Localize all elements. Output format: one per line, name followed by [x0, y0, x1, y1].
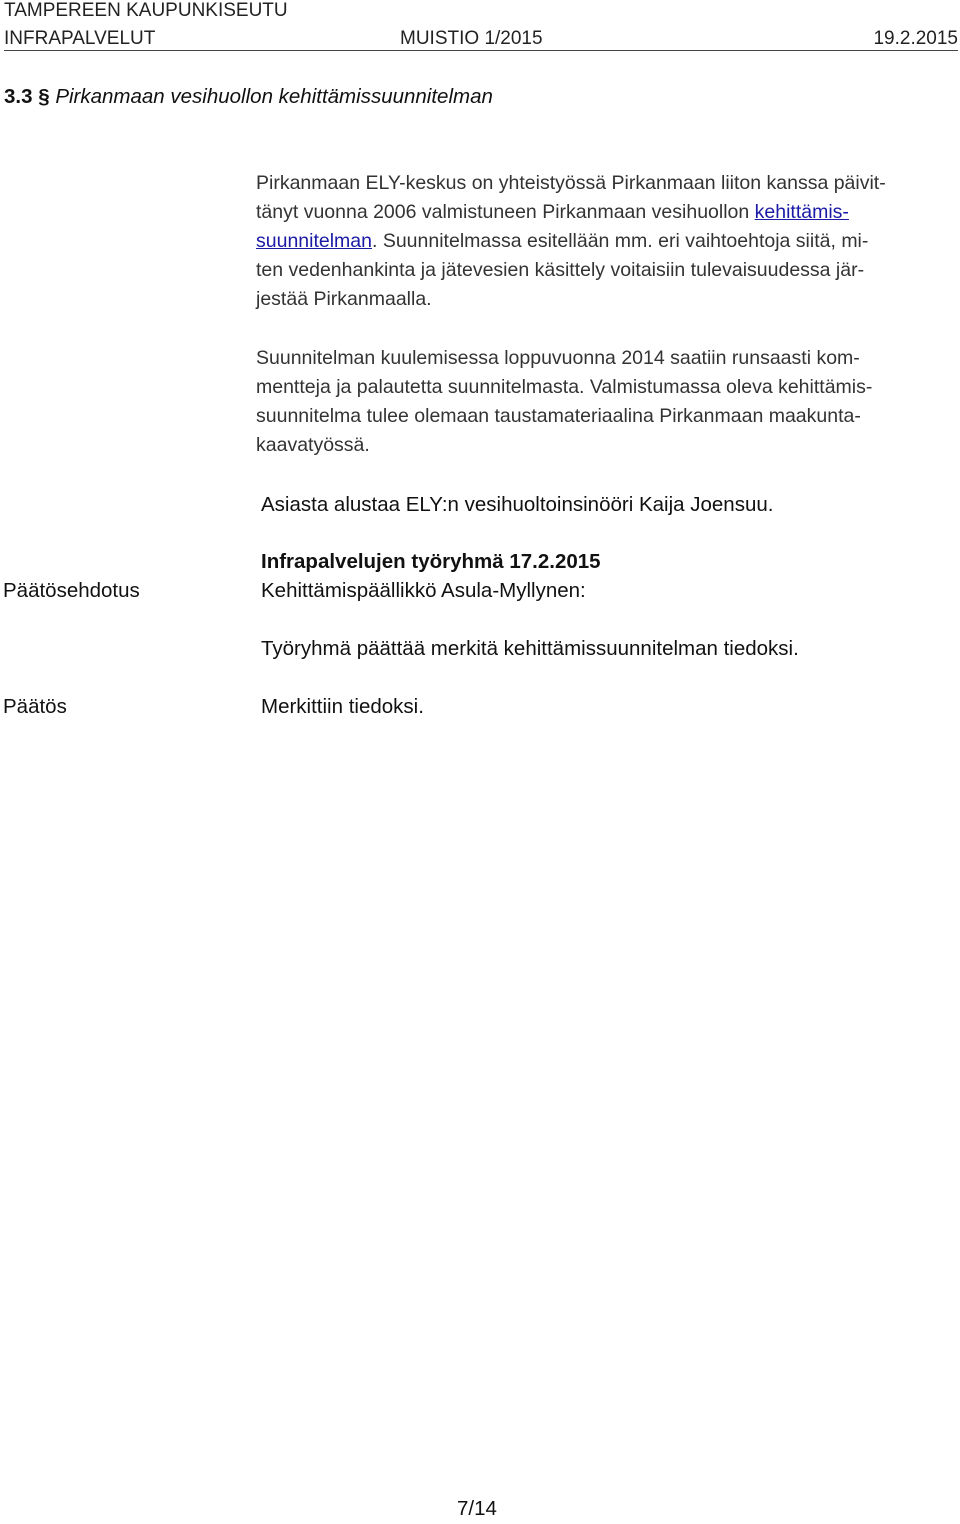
header-organization: TAMPEREEN KAUPUNKISEUTU — [4, 0, 288, 21]
paragraph-line: Suunnitelman kuulemisessa loppuvuonna 2014 saatiin runsaasti kom- — [256, 347, 860, 369]
paragraph-line: jestää Pirkanmaalla. — [256, 288, 432, 310]
presenter-note: Asiasta alustaa ELY:n vesihuoltoinsinööri Kaija Joensuu. — [261, 493, 774, 516]
proposal-text: Työryhmä päättää merkitä kehittämissuunnitelman tiedoksi. — [261, 637, 799, 660]
paragraph-line: suunnitelman. Suunnitelmassa esitellään mm. eri vaihtoehtoja siitä, mi- — [256, 230, 869, 252]
paragraph-line: tänyt vuonna 2006 valmistuneen Pirkanmaan vesihuollon kehittämis- — [256, 201, 849, 223]
proposer-line: Kehittämispäällikkö Asula-Myllynen: — [261, 579, 586, 602]
header-date: 19.2.2015 — [873, 28, 958, 49]
decision-text: Merkittiin tiedoksi. — [261, 695, 424, 718]
plan-link-continued[interactable]: suunnitelman — [256, 230, 372, 252]
plan-link[interactable]: kehittämis- — [754, 201, 849, 223]
paragraph-line: kaavatyössä. — [256, 434, 370, 456]
paragraph-consultation — [256, 344, 956, 460]
section-heading — [4, 84, 493, 110]
header-unit: INFRAPALVELUT — [4, 28, 156, 49]
paragraph-line: suunnitelma tulee olemaan taustamateriaalina Pirkanmaan maakunta- — [256, 405, 861, 427]
paragraph-line: Pirkanmaan ELY-keskus on yhteistyössä Pirkanmaan liiton kanssa päivit- — [256, 172, 886, 194]
paragraph-line: ten vedenhankinta ja jätevesien käsittely voitaisiin tulevaisuudessa jär- — [256, 259, 865, 281]
paragraph-background — [256, 169, 956, 314]
header-memo-number: MUISTIO 1/2015 — [400, 28, 543, 49]
paragraph-line: mentteja ja palautetta suunnitelmasta. Valmistumassa oleva kehittämis- — [256, 376, 873, 398]
proposal-label: Päätösehdotus — [3, 579, 140, 602]
decision-label: Päätös — [3, 695, 67, 718]
page-number: 7/14 — [457, 1497, 497, 1520]
section-title: Pirkanmaan vesihuollon kehittämissuunnitelman — [55, 85, 493, 108]
section-number: 3.3 § — [4, 85, 50, 108]
header-row — [4, 26, 958, 51]
working-group-heading: Infrapalvelujen työryhmä 17.2.2015 — [261, 550, 601, 573]
